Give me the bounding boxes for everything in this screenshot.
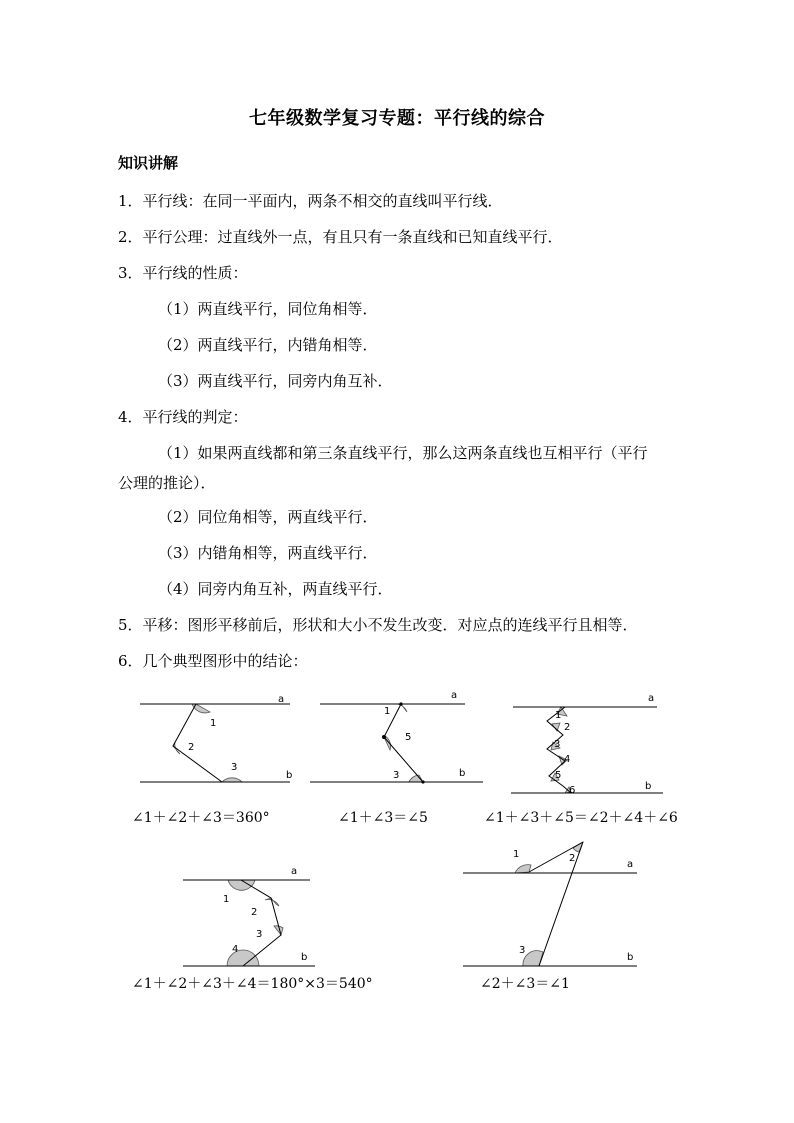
figure-3-caption: ∠1＋∠3＋∠5＝∠2＋∠4＋∠6 — [484, 810, 678, 826]
item-3-1: （1）两直线平行，同位角相等． — [158, 300, 378, 318]
angle-label: 3 — [393, 770, 400, 781]
angle-label: 2 — [564, 722, 571, 733]
figure-4 — [175, 860, 325, 975]
angle-label: 4 — [232, 944, 239, 955]
label-b: b — [627, 952, 634, 963]
angle-label: 5 — [405, 732, 412, 743]
page-title: 七年级数学复习专题：平行线的综合 — [249, 108, 545, 129]
item-4-3: （3）内错角相等，两直线平行． — [158, 544, 378, 562]
angle-label: 2 — [569, 853, 576, 864]
angle-label: 6 — [569, 785, 576, 796]
item-4-4: （4）同旁内角互补，两直线平行． — [158, 580, 393, 598]
item-4: 4．平行线的判定： — [118, 408, 248, 426]
angle-label: 4 — [564, 754, 571, 765]
item-4-1-cont: 公理的推论）． — [118, 474, 216, 492]
label-a: a — [648, 693, 655, 704]
label-a: a — [451, 690, 458, 701]
item-4-2: （2）同位角相等，两直线平行． — [158, 508, 378, 526]
angle-label: 2 — [188, 742, 195, 753]
angle-label: 1 — [384, 706, 391, 717]
item-3-2: （2）两直线平行，内错角相等． — [158, 336, 378, 354]
angle-label: 3 — [256, 929, 263, 940]
figure-5-caption: ∠2＋∠3＝∠1 — [480, 976, 570, 992]
figure-2-caption: ∠1＋∠3＝∠5 — [338, 810, 428, 826]
label-a: a — [627, 859, 634, 870]
label-a: a — [291, 866, 298, 877]
figure-1 — [130, 690, 300, 795]
figure-1-caption: ∠1＋∠2＋∠3＝360° — [132, 810, 270, 826]
angle-label: 1 — [513, 849, 520, 860]
angle-label: 3 — [554, 739, 561, 750]
item-3-3: （3）两直线平行，同旁内角互补． — [158, 372, 393, 390]
angle-label: 5 — [555, 770, 562, 781]
item-3: 3．平行线的性质： — [118, 264, 248, 282]
angle-label: 3 — [231, 762, 238, 773]
angle-label: 1 — [223, 894, 230, 905]
label-b: b — [459, 768, 466, 779]
figure-2 — [305, 690, 485, 795]
item-2: 2．平行公理：过直线外一点，有且只有一条直线和已知直线平行． — [118, 228, 563, 246]
label-b: b — [301, 952, 308, 963]
label-b: b — [286, 770, 293, 781]
angle-label: 3 — [519, 945, 526, 956]
item-6: 6．几个典型图形中的结论： — [118, 652, 308, 670]
item-4-1: （1）如果两直线都和第三条直线平行，那么这两条直线也互相平行（平行 — [158, 444, 648, 462]
figure-4-caption: ∠1＋∠2＋∠3＋∠4＝180°×3＝540° — [132, 976, 373, 992]
figure-5 — [455, 830, 645, 972]
item-5: 5．平移：图形平移前后，形状和大小不发生改变．对应点的连线平行且相等． — [118, 616, 638, 634]
label-b: b — [645, 781, 652, 792]
section-heading: 知识讲解 — [118, 154, 179, 172]
figure-3 — [505, 690, 670, 805]
angle-label: 2 — [251, 907, 258, 918]
item-1: 1．平行线：在同一平面内，两条不相交的直线叫平行线． — [118, 192, 503, 210]
label-a: a — [278, 694, 285, 705]
angle-label: 1 — [210, 718, 217, 729]
angle-label: 1 — [555, 710, 562, 721]
